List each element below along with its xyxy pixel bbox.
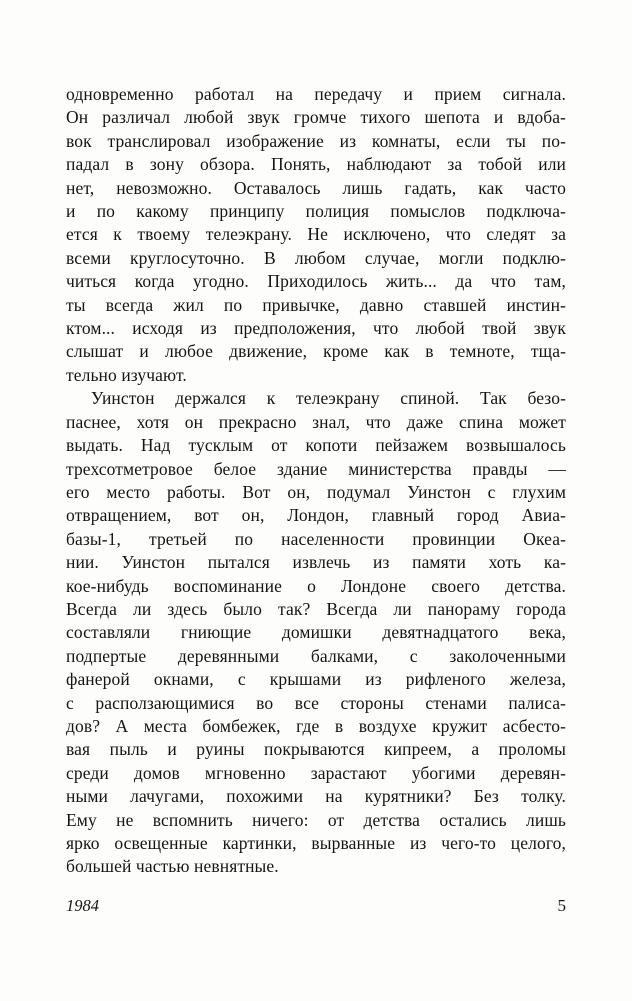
page-text <box>66 83 566 879</box>
paragraph <box>66 387 566 879</box>
text-line: Уинстон держался к телеэкрану спиной. Так безо- <box>91 388 566 409</box>
text-line: читься когда угодно. Приходилось жить... да что там, <box>66 271 566 292</box>
text-line: и по какому принципу полиция помыслов подключа- <box>66 201 566 222</box>
text-line: тельно изучают. <box>66 364 187 385</box>
footer-page-number: 5 <box>557 896 566 915</box>
text-line: среди домов мгновенно зарастают убогими деревян- <box>66 762 566 783</box>
text-line: вая пыль и руины покрываются кипреем, а проломы <box>66 739 566 760</box>
text-line: кое-нибудь воспоминание о Лондоне своего детства. <box>66 575 566 596</box>
text-line: ными лачугами, похожими на курятники? Без толку. <box>66 786 566 807</box>
text-line: нии. Уинстон пытался извлечь из памяти хоть ка- <box>66 552 566 573</box>
text-line: падал в зону обзора. Понять, наблюдают за тобой или <box>66 154 566 175</box>
footer-book-title: 1984 <box>66 896 99 915</box>
text-line: нет, невозможно. Оставалось лишь гадать, как часто <box>66 177 566 198</box>
text-line: Ему не вспомнить ничего: от детства остались лишь <box>66 809 566 830</box>
text-line: Он различал любой звук громче тихого шепота и вдоба- <box>66 107 566 128</box>
text-line: большей частью невнятные. <box>66 856 279 877</box>
text-line: базы-1, третьей по населенности провинции Океа- <box>66 528 566 549</box>
text-line: вок транслировал изображение из комнаты, если ты по- <box>66 130 566 151</box>
text-line: ты всегда жил по привычке, давно ставшей инстин- <box>66 294 566 315</box>
text-line: подпертые деревянными балками, с заколоченными <box>66 645 566 666</box>
text-line: его место работы. Вот он, подумал Уинстон с глухим <box>66 481 566 502</box>
text-line: ется к твоему телеэкрану. Не исключено, что следят за <box>66 224 566 245</box>
text-line: слышат и любое движение, кроме как в темноте, тща- <box>66 341 566 362</box>
paragraph <box>66 83 566 387</box>
text-line: всеми круглосуточно. В любом случае, могли подклю- <box>66 247 566 268</box>
text-line: паснее, хотя он прекрасно знал, что даже спина может <box>66 411 566 432</box>
text-line: Всегда ли здесь было так? Всегда ли панораму города <box>66 598 566 619</box>
text-line: выдать. Над тусклым от копоти пейзажем возвышалось <box>66 435 566 456</box>
text-line: отвращением, вот он, Лондон, главный город Авиа- <box>66 505 566 526</box>
text-line: фанерой окнами, с крышами из рифленого железа, <box>66 669 566 690</box>
page-footer <box>66 896 566 916</box>
text-line: с расползающимися во все стороны стенами палиса- <box>66 692 566 713</box>
text-line: дов? А места бомбежек, где в воздухе кружит асбесто- <box>66 715 566 736</box>
text-line: трехсотметровое белое здание министерства правды — <box>66 458 566 479</box>
text-line: составляли гниющие домишки девятнадцатого века, <box>66 622 566 643</box>
text-line: ктом... исходя из предположения, что любой твой звук <box>66 318 566 339</box>
text-line: одновременно работал на передачу и прием сигнала. <box>66 84 566 104</box>
text-line: ярко освещенные картинки, вырванные из чего-то целого, <box>66 833 566 853</box>
